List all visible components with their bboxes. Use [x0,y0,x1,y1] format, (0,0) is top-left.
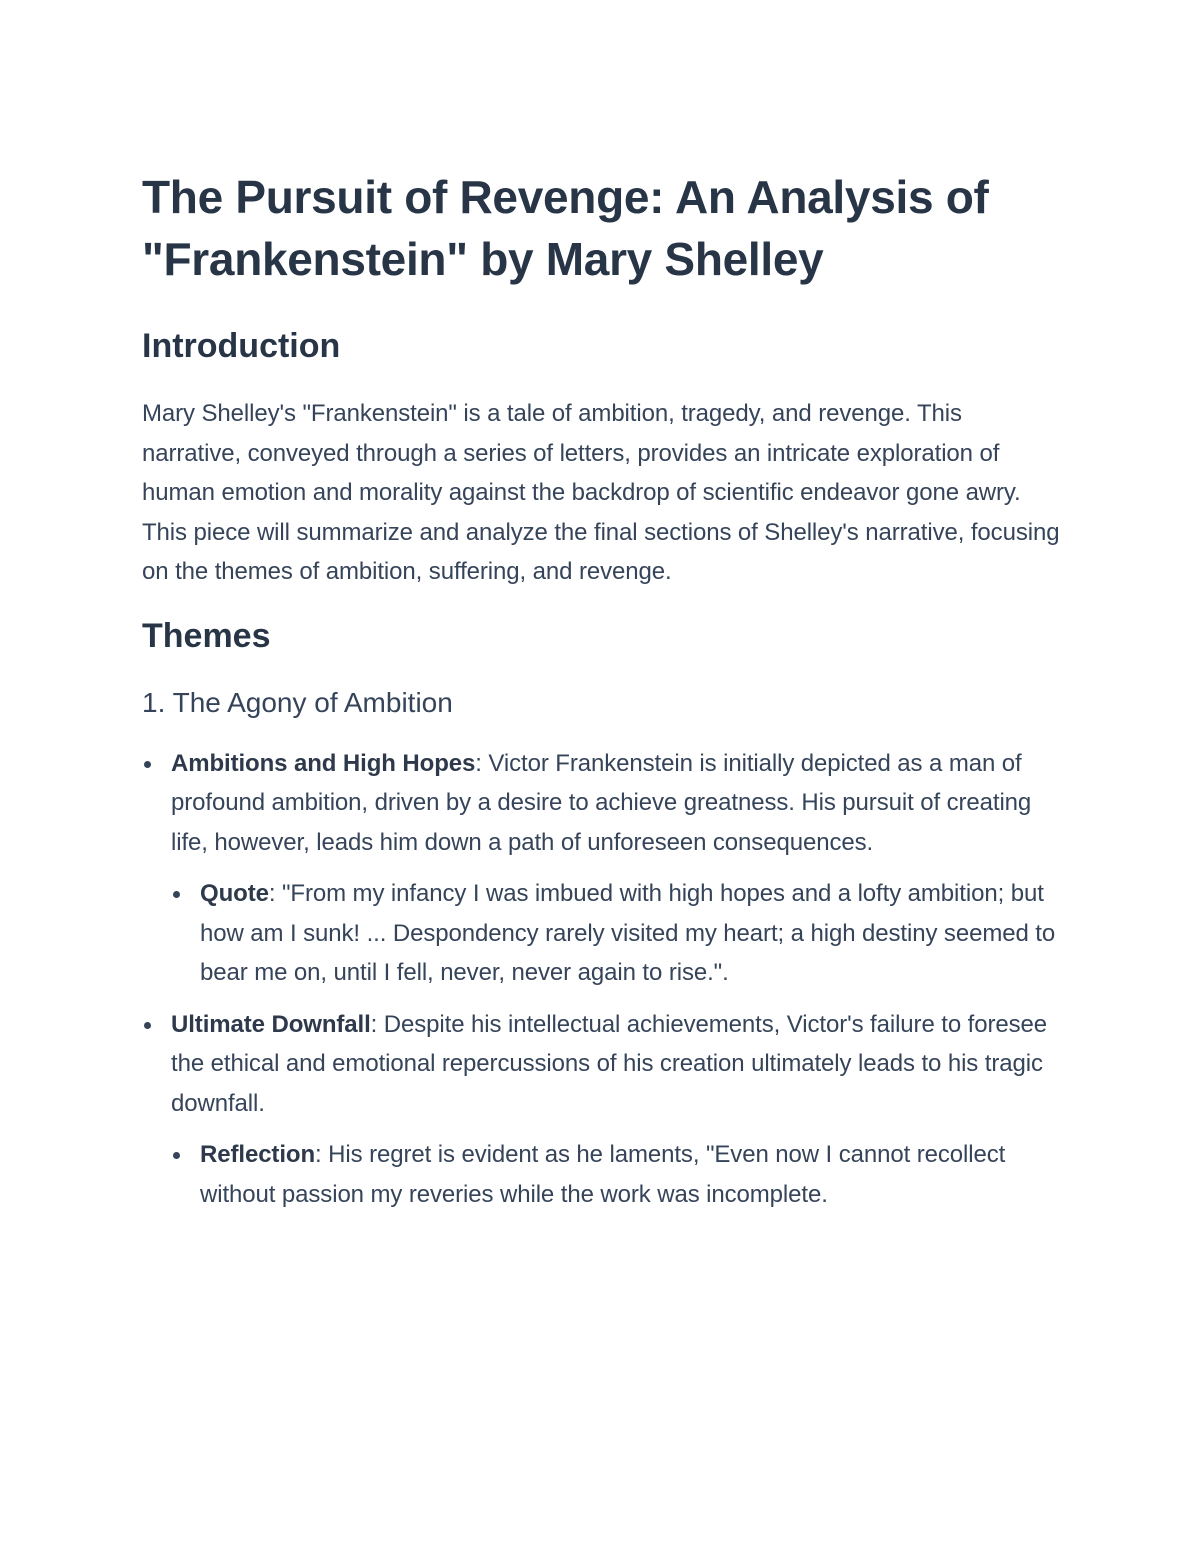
document-title: The Pursuit of Revenge: An Analysis of "Frankenstein" by Mary Shelley [142,171,989,285]
bullet-icon [173,891,180,898]
list-item-lead: Reflection [200,1141,316,1168]
theme-bullet-list [142,744,1062,1215]
list-item-text: : His regret is evident as he laments, "Even now I cannot recollect without passion my reveries while the work was incomplete. [200,1141,1006,1208]
introduction-heading: Introduction [142,327,341,365]
introduction-paragraph: Mary Shelley's "Frankenstein" is a tale of ambition, tragedy, and revenge. This narrative, conveyed through a series of letters, provides an intricate exploration of human emotion and morality against the backdrop of scientific endeavor gone awry. This piece will summarize and analyze the final sections of Shelley's narrative, focusing on the themes of ambition, suffering, and revenge. [142,400,1060,585]
bullet-icon [173,1152,180,1159]
themes-heading: Themes [142,616,271,655]
sub-bullet-list [171,1135,1062,1214]
document-page [142,166,1062,1214]
subsection-title: 1. The Agony of Ambition [142,686,453,718]
list-item [142,744,1062,993]
list-item-text: : Despite his intellectual achievements, Victor's failure to foresee the ethical and emotional repercussions of his creation ultimately leads to his tragic downfall. [171,1010,1048,1117]
bullet-icon [144,761,151,768]
list-item-lead: Quote [200,880,269,907]
sub-bullet-list [171,874,1062,993]
list-item [142,1005,1062,1215]
list-item-lead: Ambitions and High Hopes [171,749,476,777]
list-item-text: : "From my infancy I was imbued with high hopes and a lofty ambition; but how am I sunk! ... Despondency rarely visited my heart; a high destiny seemed to bear me on, until I fell, never, never again to rise.". [200,880,1056,986]
list-item [171,1135,1062,1214]
list-item [171,874,1062,993]
list-item-text: : Victor Frankenstein is initially depicted as a man of profound ambition, driven by a desire to achieve greatness. His pursuit of creating life, however, leads him down a path of unforeseen consequences. [171,749,1032,856]
list-item-lead: Ultimate Downfall [171,1010,371,1038]
bullet-icon [144,1022,151,1029]
